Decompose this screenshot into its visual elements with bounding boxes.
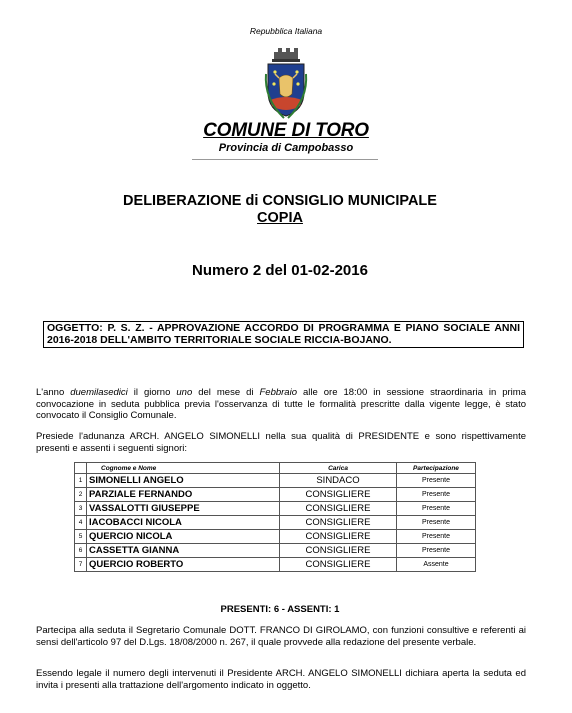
row-number: 7 [75,558,87,572]
member-role: CONSIGLIERE [280,516,397,530]
provincia-name: Provincia di Campobasso [218,142,354,154]
member-name: QUERCIO ROBERTO [87,558,280,572]
intro-paragraph: L'anno duemilasedici il giorno uno del mese di Febbraio alle ore 18:00 in sessione straordinaria in prima convocazione in seduta pubblica previa l'osservanza di tutte le formalità prescritte dalla vigente legge, è stato convocato il Consiglio Comunale. [36,387,526,421]
member-name: PARZIALE FERNANDO [87,488,280,502]
table-row [75,502,476,516]
subject-box: OGGETTO: P. S. Z. - APPROVAZIONE ACCORDO DI PROGRAMMA E PIANO SOCIALE ANNI 2016-2018 DELL'AMBITO TERRITORIALE SOCIALE RICCIA-BOJANO. [43,321,524,348]
member-attendance: Presente [397,474,476,488]
comune-name: COMUNE DI TORO [203,120,369,141]
row-number: 2 [75,488,87,502]
member-name: SIMONELLI ANGELO [87,474,280,488]
member-attendance: Presente [397,530,476,544]
member-role: CONSIGLIERE [280,502,397,516]
intro-year: duemilasedici [70,387,128,398]
member-attendance: Presente [397,544,476,558]
row-number: 3 [75,502,87,516]
col-header-part: Partecipazione [397,463,476,474]
member-name: QUERCIO NICOLA [87,530,280,544]
table-row [75,544,476,558]
member-role: SINDACO [280,474,397,488]
col-header-name: Cognome e Nome [87,463,280,474]
document-title: DELIBERAZIONE di CONSIGLIO MUNICIPALE [123,193,437,209]
member-name: VASSALOTTI GIUSEPPE [87,502,280,516]
row-number: 6 [75,544,87,558]
member-name: IACOBACCI NICOLA [87,516,280,530]
member-attendance: Presente [397,502,476,516]
row-number: 4 [75,516,87,530]
table-row [75,474,476,488]
member-role: CONSIGLIERE [280,544,397,558]
presiede-paragraph: Presiede l'adunanza ARCH. ANGELO SIMONELLI nella sua qualità di PRESIDENTE e sono rispettivamente presenti e assenti i seguenti signori: [36,431,526,454]
table-row [75,488,476,502]
row-number: 1 [75,474,87,488]
opening-paragraph: Essendo legale il numero degli intervenuti il Presidente ARCH. ANGELO SIMONELLI dichiara aperta la seduta ed invita i presenti alla trattazione dell'argomento indicato in oggetto. [36,668,526,691]
deliberation-number: Numero 2 del 01-02-2016 [192,262,368,279]
table-body [75,474,476,572]
member-role: CONSIGLIERE [280,530,397,544]
member-name: CASSETTA GIANNA [87,544,280,558]
attendance-table [74,462,476,572]
intro-month: Febbraio [259,387,297,398]
table-header-row [75,463,476,474]
member-role: CONSIGLIERE [280,558,397,572]
col-header-number [75,463,87,474]
header-divider [192,159,378,160]
col-header-carica: Carica [280,463,397,474]
member-attendance: Presente [397,488,476,502]
member-attendance: Assente [397,558,476,572]
table-row [75,558,476,572]
republic-label: Repubblica Italiana [249,26,323,36]
member-role: CONSIGLIERE [280,488,397,502]
intro-day: uno [176,387,193,398]
copy-label: COPIA [257,210,303,226]
secretary-paragraph: Partecipa alla seduta il Segretario Comunale DOTT. FRANCO DI GIROLAMO, con funzioni consultive e referenti ai sensi dell'articolo 97 del D.Lgs. 18/08/2000 n. 267, il quale provvede alla redazione del presente verbale. [36,625,526,648]
member-attendance: Presente [397,516,476,530]
attendance-summary: PRESENTI: 6 - ASSENTI: 1 [220,604,340,615]
table-row [75,516,476,530]
row-number: 5 [75,530,87,544]
municipal-coat-of-arms-icon [262,44,310,120]
table-row [75,530,476,544]
